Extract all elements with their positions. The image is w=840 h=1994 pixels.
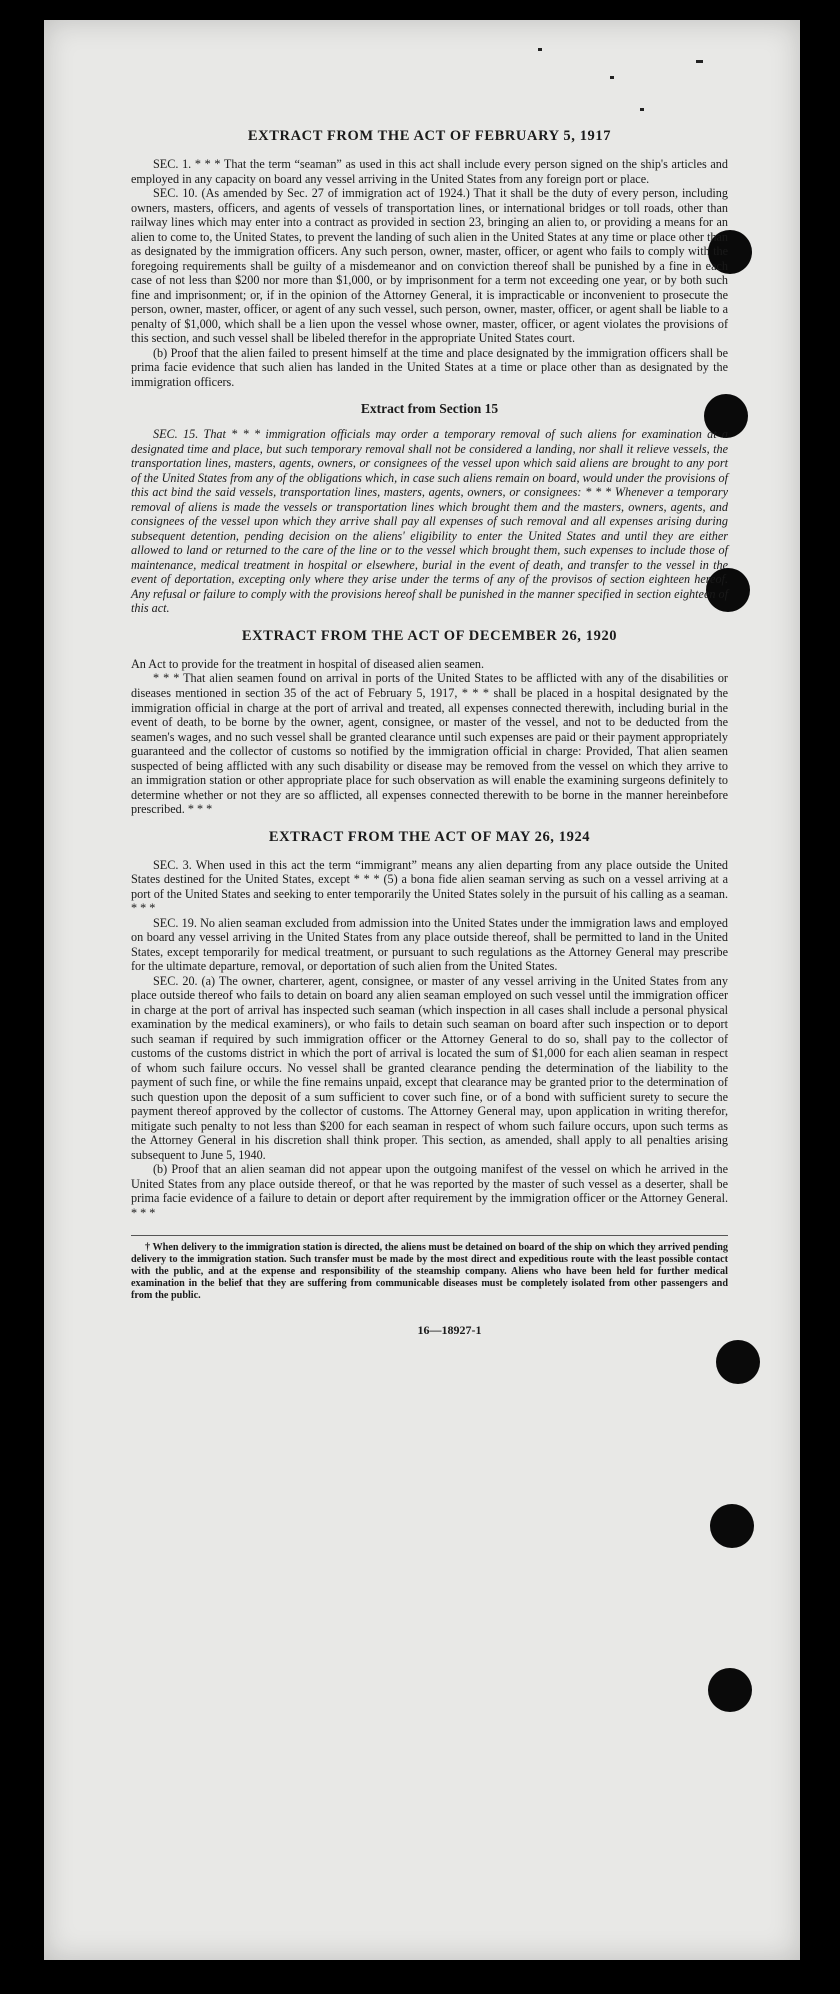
footnote: † When delivery to the immigration station is directed, the aliens must be detained on board of the ship on which they arrived pending delivery to the immigration station. Such transfer must be made by the most direct and expeditious route with the least possible contact with the public, and at the expense and responsibility of the steamship company. Aliens who have been held for further medical examination in the belief that they are suffering from communicable diseases must be completely isolated from other passengers and from the public.	[131, 1235, 728, 1303]
section-1920	[131, 657, 728, 817]
punch-hole	[708, 1668, 752, 1712]
sec-1-paragraph: SEC. 1. * * * That the term “seaman” as used in this act shall include every person signed on the ship's articles and employed in any capacity on board any vessel arriving in the United States from any foreign port or place.	[131, 157, 728, 186]
act-1920-paragraph: * * * That alien seamen found on arrival in ports of the United States to be afflicted with any of the disabilities or diseases mentioned in section 35 of the act of February 5, 1917, * * * shall be placed in a hospital designated by the immigration official in charge at the port of arrival and treated, all expenses connected therewith, including burial in the event of death, to be borne by the owner, agent, consignee, or master of the vessel, and not to be deducted from the seamen's wages, and no such vessel shall be granted clearance until such expenses are paid or their payment appropriately guaranteed and the collector of customs so notified by the immigration official in charge: Provided, That alien seamen suspected of being afflicted with any such disability or disease may be removed from the vessel on which they arrive to an immigration station or other appropriate place for such observation as will enable the examining surgeons definitely to determine whether or not they are so afflicted, all expenses connected therewith to be borne in the manner hereinbefore prescribed. * * *	[131, 671, 728, 817]
scan-speck	[696, 60, 703, 63]
sec-19-paragraph: SEC. 19. No alien seaman excluded from admission into the United States under the immigration laws and employed on board any vessel arriving in the United States from any place outside thereof, shall be permitted to land in the United States, except temporarily for medical treatment, or pursuant to such regulations as the Attorney General may prescribe for the ultimate departure, removal, or deportation of such alien from the United States.	[131, 915, 728, 974]
heading-act-1917: EXTRACT FROM THE ACT OF FEBRUARY 5, 1917	[247, 128, 612, 144]
heading-section-15: Extract from Section 15	[360, 401, 499, 417]
form-number: 16—18927-1	[417, 1322, 482, 1337]
section-1917	[131, 157, 728, 389]
sec-15-paragraph: SEC. 15. That * * * immigration officials may order a temporary removal of such aliens for examination at a designated time and place, but such temporary removal shall not be considered a landing, nor shall it relieve vessels, the transportation lines, masters, agents, owners, or consignees of the vessel upon which said aliens are brought to any port of the United States from any of the obligations which, in case such aliens remain on board, would under the provisions of this act bind the said vessels, transportation lines, masters, agents, owners, or consignees: * * * Whenever a temporary removal of aliens is made the vessels or transportation lines which brought them and the masters, owners, agents, and consignees of the vessel upon which they arrive shall pay all expenses of such removal and all expenses arising during subsequent detention, pending decision on the aliens' eligibility to enter the United States and until they are either allowed to land or returned to the care of the line or to the vessel which brought them, such expenses to include those of maintenance, medical treatment in hospital or elsewhere, burial in the event of death, and transfer to the vessel in the event of deportation, excepting only where they arise under the terms of any of the provisos of section eighteen hereof. Any refusal or failure to comply with the provisions hereof shall be punished in the manner specified in section eighteen of this act.	[131, 427, 728, 616]
sec-20-paragraph: SEC. 20. (a) The owner, charterer, agent, consignee, or master of any vessel arriving in the United States from any place outside thereof who fails to detain on board any alien seaman employed on such vessel until the immigration officer in charge at the port of arrival has inspected such seaman (which inspection in all cases shall include a personal physical examination by the medical examiners), or who fails to detain such seaman on board after such inspection or to deport such seaman if required by such immigration officer or the Attorney General to do so, shall pay to the collector of customs of the customs district in which the port of arrival is located the sum of $1,000 for each alien seaman in respect of whom such failure occurs. No vessel shall be granted clearance pending the determination of the liability to the payment of such fine, or while the fine remains unpaid, except that clearance may be granted prior to the determination of such question upon the deposit of a sum sufficient to cover such fine, or of a bond with sufficient surety to secure the payment thereof approved by the collector of customs. The Attorney General may, upon application in writing therefor, mitigate such penalty to not less than $200 for each seaman in respect of whom such failure occurs, upon such terms as the Attorney General in his discretion shall think proper. This section, as amended, shall apply to all penalties arising subsequent to June 5, 1940.	[131, 973, 728, 1162]
heading-act-1924: EXTRACT FROM THE ACT OF MAY 26, 1924	[268, 828, 591, 845]
sec-10b-paragraph: (b) Proof that the alien failed to present himself at the time and place designated by the immigration officers shall be prima facie evidence that such alien has landed in the United States at a time or place other than as designated by the immigration officers.	[131, 345, 728, 389]
sec-20b-paragraph: (b) Proof that an alien seaman did not appear upon the outgoing manifest of the vessel on which he arrived in the United States from any place outside thereof, or that he was reported by the master of such vessel as a deserter, shall be prima facie evidence of a failure to detain or deport after requirement by the immigration officer or the Attorney General. * * *	[131, 1162, 728, 1220]
act-1920-title: An Act to provide for the treatment in hospital of diseased alien seamen.	[131, 656, 484, 671]
scan-speck	[640, 108, 644, 111]
scan-speck	[538, 48, 542, 51]
punch-hole	[710, 1504, 754, 1548]
sec-10-paragraph: SEC. 10. (As amended by Sec. 27 of immigration act of 1924.) That it shall be the duty of every person, including owners, masters, officers, and agents of vessels of transportation lines, or international bridges or toll roads, other than railway lines which may enter into a contract as provided in section 23, bringing an alien to, or providing a means for an alien to come to, the United States, to prevent the landing of such alien in the United States at any time or place other than as designated by the immigration officers. Any such person, owner, master, officer, or agent who fails to comply with the foregoing requirements shall be guilty of a misdemeanor and on conviction thereof shall be punished by a fine in each case of not less than $200 nor more than $1,000, or by imprisonment for a term not exceeding one year, or by both such fine and imprisonment; or, if in the opinion of the Attorney General, it is impracticable or inconvenient to prosecute the person, owner, master, officer, or agent of any such vessel, such person, owner, master, officer, or agent shall be liable to a penalty of $1,000, which shall be a lien upon the vessel whose owner, master, officer, or agent violates the provisions of this section, and such vessel shall be libeled therefor in the appropriate United States court.	[131, 186, 728, 346]
sec-3-paragraph: SEC. 3. When used in this act the term “immigrant” means any alien departing from any place outside the United States destined for the United States, except * * * (5) a bona fide alien seaman serving as such on a vessel arriving at a port of the United States and seeking to enter temporarily the United States solely in the pursuit of his calling as a seaman. * * *	[131, 857, 728, 916]
section-15	[131, 427, 728, 616]
section-1924	[131, 858, 728, 1221]
document-text	[131, 128, 728, 1338]
heading-act-1920: EXTRACT FROM THE ACT OF DECEMBER 26, 1920	[241, 627, 618, 644]
scan-speck	[610, 76, 614, 79]
punch-hole	[716, 1340, 760, 1384]
